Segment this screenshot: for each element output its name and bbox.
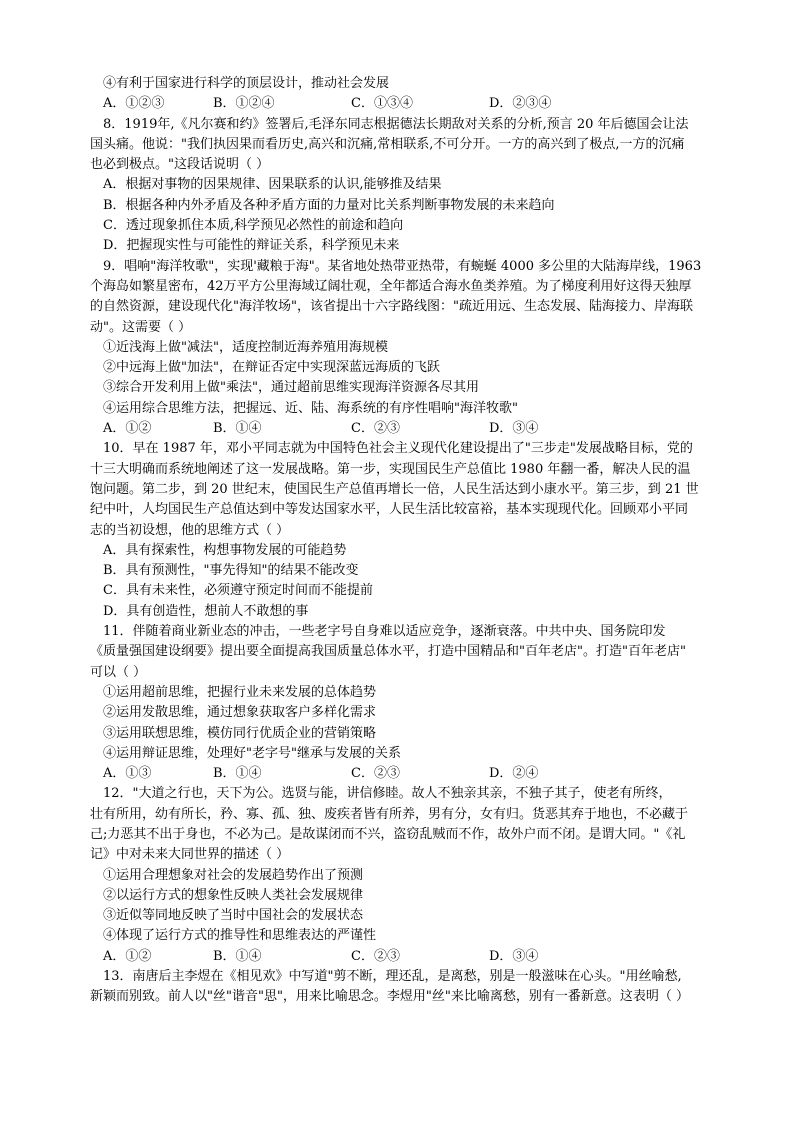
q8-choice-b: B．根据各种内外矛盾及各种矛盾方面的力量对比关系判断事物发展的未来趋向: [103, 197, 555, 213]
q7-item-4: ④有利于国家进行科学的顶层设计，推动社会发展: [103, 76, 390, 91]
q11-stem-line-3: 可以（ ）: [90, 664, 147, 680]
q12-stem-line-3: 己;力恶其不出于身也，不必为己。是故谋闭而不兴，盗窃乱贼而不作，故外户而不闭。是谓大同。"《礼: [90, 826, 686, 842]
q8-stem-line-3: 也必到极点。"这段话说明（ ）: [90, 157, 270, 173]
q9-option-a: A．①②: [103, 421, 152, 437]
q11-stem-line-2: 《质量强国建设纲要》提出要全面提高我国质量总体水平，打造中国精品和"百年老店"。打造"百年老店": [90, 644, 686, 660]
q12-stem-line-2: 壮有所用，幼有所长，矜、寡、孤、独、废疾者皆有所养，男有分，女有归。货恶其弃于地也，不必藏于: [90, 806, 689, 822]
q11-option-b: B．①④: [213, 766, 262, 782]
q8-choice-d: D．把握现实性与可能性的辩证关系，科学预见未来: [103, 238, 400, 254]
q9-stem-line-3: 的自然资源，建设现代化"海洋牧场"，该省提出十六字路线图："疏近用远、生态发展、陆海接力、岸海联: [90, 299, 693, 315]
q7-option-d: D．②③④: [489, 96, 552, 112]
q9-options: [90, 419, 704, 439]
q9-option-c: C．②③: [351, 421, 400, 437]
q9-stem-line-4: 动"。这需要（ ）: [90, 319, 192, 335]
q8-choice-c: C．透过现象抓住本质,科学预见必然性的前途和趋向: [103, 218, 404, 234]
q9-item-4: ④运用综合思维方法，把握远、近、陆、海系统的有序性唱响"海洋牧歌": [103, 400, 518, 416]
q12-item-2: ②以运行方式的想象性反映人类社会发展规律: [103, 887, 364, 903]
q8-stem-line-2: 国头痛。他说："我们执因果而看历史,高兴和沉痛,常相联系,不可分开。一方的高兴到了极点,一方的沉痛: [90, 136, 685, 152]
q10-choice-b: B．具有预测性，"事先得知"的结果不能改变: [103, 563, 359, 579]
q11-stem-line-1: 11．伴随着商业新业态的冲击，一些老字号自身难以适应竞争，逐渐衰落。中共中央、国务院印发: [103, 624, 666, 640]
q11-option-d: D．②④: [489, 766, 539, 782]
q12-stem-line-1: 12．"大道之行也，天下为公。选贤与能，讲信修睦。故人不独亲其亲，不独子其子，使老有所终，: [103, 786, 672, 802]
q13-stem-line-1: 13．南唐后主李煜在《相见欢》中写道"剪不断，理还乱，是离愁，别是一般滋味在心头。"用丝喻愁,: [103, 969, 682, 985]
q8-choice-a: A．根据对事物的因果规律、因果联系的认识,能够推及结果: [103, 177, 442, 193]
q11-option-a: A．①③: [103, 766, 152, 782]
q11-item-1: ①运用超前思维，把握行业未来发展的总体趋势: [103, 684, 377, 700]
q7-options: [90, 94, 704, 114]
q9-option-d: D．③④: [489, 421, 539, 437]
q11-item-4: ④运用辩证思维，处理好"老字号"继承与发展的关系: [103, 745, 401, 761]
q12-option-c: C．②③: [351, 948, 400, 964]
q13-stem-line-2: 新颖而别致。前人以"丝"谐音"思"，用来比喻思念。李煜用"丝"来比喻离愁，别有一番新意。这表明（ ）: [90, 989, 690, 1005]
q10-stem-line-2: 十三大明确而系统地阐述了这一发展战略。第一步，实现国民生产总值比 1980 年翻一番，解决人民的温: [90, 461, 691, 477]
q9-item-2: ②中远海上做"加法"，在辩证否定中实现深蓝远海质的飞跃: [103, 360, 440, 376]
q9-item-1: ①近浅海上做"减法"，适度控制近海养殖用海规模: [103, 339, 388, 355]
q11-options: [90, 764, 704, 784]
q9-stem-line-1: 9．唱响"海洋牧歌"，实现'藏粮于海"。某省地处热带亚热带，有蜿蜒 4000 多公里的大陆海岸线，1963: [103, 258, 702, 274]
q11-item-3: ③运用联想思维，模仿同行优质企业的营销策略: [103, 725, 377, 741]
q7-option-c: C．①③④: [351, 96, 413, 112]
q11-item-2: ②运用发散思维，通过想象获取客户多样化需求: [103, 705, 377, 721]
q10-choice-c: C．具有未来性，必须遵守预定时间而不能提前: [103, 583, 373, 599]
q10-stem-line-3: 饱问题。第二步，到 20 世纪末，使国民生产总值再增长一倍，人民生活达到小康水平。第三步，到 21 世: [90, 481, 699, 497]
q9-item-3: ③综合开发利用上做"乘法"，通过超前思维实现海洋资源各尽其用: [103, 380, 479, 396]
q7-option-a: A．①②③: [103, 96, 165, 112]
q10-stem-line-5: 志的当初设想，他的思维方式（ ）: [90, 522, 290, 538]
q10-stem-line-1: 10．早在 1987 年，邓小平同志就为中国特色社会主义现代化建设提出了"三步走"发展战略目标，党的: [103, 441, 693, 457]
q8-stem-line-1: 8．1919年,《凡尔赛和约》签署后,毛泽东同志根据德法长期敌对关系的分析,预言 20 年后德国会让法: [103, 116, 689, 132]
q9-stem-line-2: 个海岛如繁星密布，42万平方公里海域辽阔壮观，全年都适合海水鱼类养殖。为了梯度利用好这得天独厚: [90, 278, 692, 294]
q7-option-b: B．①②④: [213, 96, 275, 112]
q12-options: [90, 947, 704, 967]
q10-choice-d: D．具有创造性，想前人不敢想的事: [103, 603, 309, 619]
q11-option-c: C．②③: [351, 766, 400, 782]
q10-stem-line-4: 纪中叶，人均国民生产总值达到中等发达国家水平，人民生活比较富裕，基本实现现代化。回顾邓小平同: [90, 502, 689, 518]
q9-option-b: B．①④: [213, 421, 262, 437]
q12-option-b: B．①④: [213, 948, 262, 964]
q12-item-3: ③近似等同地反映了当时中国社会的发展状态: [103, 908, 364, 924]
q12-option-a: A．①②: [103, 948, 152, 964]
q12-item-4: ④体现了运行方式的推导性和思维表达的严谨性: [103, 928, 377, 944]
q10-choice-a: A．具有探索性，构想事物发展的可能趋势: [103, 542, 347, 558]
q12-item-1: ①运用合理想象对社会的发展趋势作出了预测: [103, 867, 364, 883]
q12-option-d: D．③④: [489, 948, 539, 964]
q12-stem-line-4: 记》中对未来大同世界的描述（ ）: [90, 847, 290, 863]
